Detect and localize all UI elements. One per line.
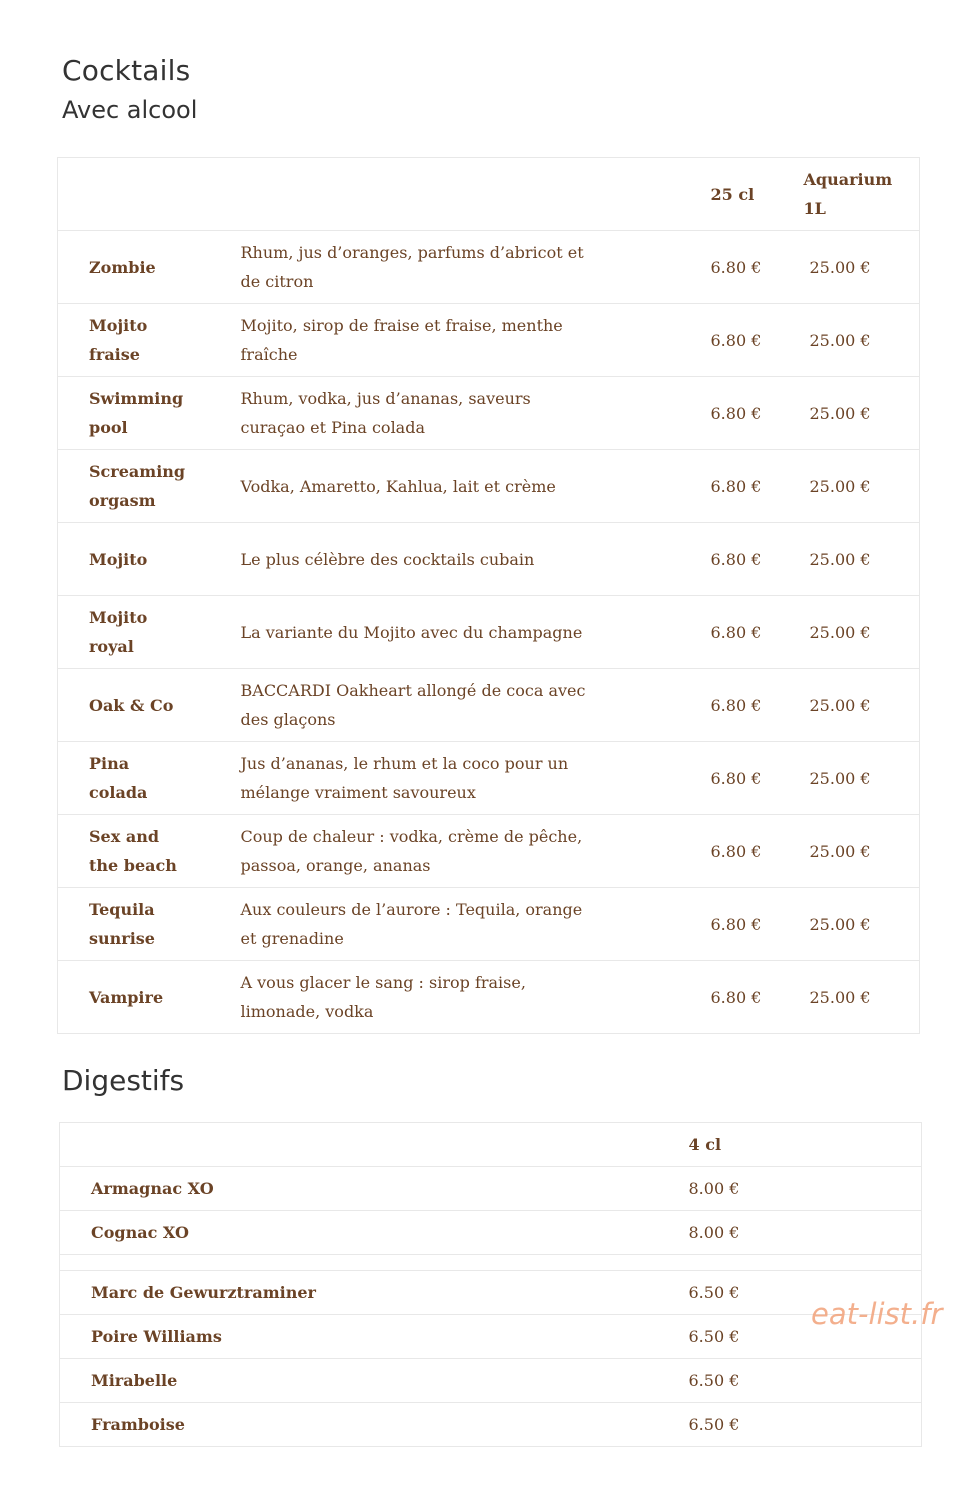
price-aquarium: 25.00 € bbox=[780, 596, 920, 669]
table-row bbox=[58, 450, 920, 523]
cocktail-description: Aux couleurs de l’aurore : Tequila, orange et grenadine bbox=[210, 888, 684, 961]
digestif-name: Mirabelle bbox=[60, 1359, 658, 1403]
price-25cl: 6.80 € bbox=[684, 815, 780, 888]
digestif-price: 6.50 € bbox=[658, 1359, 922, 1403]
digestif-price: 6.50 € bbox=[658, 1403, 922, 1447]
page-title: Cocktails bbox=[62, 54, 191, 87]
digestif-name: Poire Williams bbox=[60, 1315, 658, 1359]
table-row bbox=[58, 888, 920, 961]
digestif-name: Marc de Gewurztraminer bbox=[60, 1271, 658, 1315]
watermark-logo: eat-list.fr bbox=[811, 1297, 943, 1331]
price-aquarium: 25.00 € bbox=[780, 304, 920, 377]
digestifs-table bbox=[59, 1122, 922, 1447]
digestif-price: 8.00 € bbox=[658, 1211, 922, 1255]
digestif-price: 8.00 € bbox=[658, 1167, 922, 1211]
column-header-25cl: 25 cl bbox=[684, 158, 780, 231]
cocktail-description: Le plus célèbre des cocktails cubain bbox=[210, 523, 684, 596]
price-25cl: 6.80 € bbox=[684, 888, 780, 961]
cocktail-description: BACCARDI Oakheart allongé de coca avec des glaçons bbox=[210, 669, 684, 742]
table-row bbox=[58, 231, 920, 304]
cocktail-description: Rhum, vodka, jus d’ananas, saveurs curaçao et Pina colada bbox=[210, 377, 684, 450]
table-row bbox=[58, 377, 920, 450]
table-row bbox=[58, 669, 920, 742]
table-row bbox=[58, 596, 920, 669]
table-row bbox=[58, 815, 920, 888]
price-aquarium: 25.00 € bbox=[780, 377, 920, 450]
price-aquarium: 25.00 € bbox=[780, 523, 920, 596]
column-header-aquarium: Aquarium 1L bbox=[780, 158, 920, 231]
table-row bbox=[58, 523, 920, 596]
cocktails-table bbox=[57, 157, 920, 1034]
cocktail-description: Mojito, sirop de fraise et fraise, menthe fraîche bbox=[210, 304, 684, 377]
price-aquarium: 25.00 € bbox=[780, 815, 920, 888]
price-25cl: 6.80 € bbox=[684, 742, 780, 815]
digestif-price: 6.50 € bbox=[658, 1315, 922, 1359]
cocktail-description: Rhum, jus d’oranges, parfums d’abricot et de citron bbox=[210, 231, 684, 304]
price-aquarium: 25.00 € bbox=[780, 450, 920, 523]
table-header-row bbox=[60, 1123, 922, 1167]
table-row bbox=[60, 1315, 922, 1359]
cocktail-name: Zombie bbox=[58, 231, 210, 304]
cocktail-description: A vous glacer le sang : sirop fraise, limonade, vodka bbox=[210, 961, 684, 1034]
table-row bbox=[58, 961, 920, 1034]
price-25cl: 6.80 € bbox=[684, 523, 780, 596]
digestifs-title: Digestifs bbox=[62, 1064, 185, 1097]
cocktail-name: Screaming orgasm bbox=[58, 450, 210, 523]
price-25cl: 6.80 € bbox=[684, 596, 780, 669]
table-row bbox=[60, 1211, 922, 1255]
digestif-name: Framboise bbox=[60, 1403, 658, 1447]
price-aquarium: 25.00 € bbox=[780, 888, 920, 961]
cocktail-name: Oak & Co bbox=[58, 669, 210, 742]
cocktail-description: Vodka, Amaretto, Kahlua, lait et crème bbox=[210, 450, 684, 523]
digestif-price: 6.50 € bbox=[658, 1271, 922, 1315]
cocktail-description: La variante du Mojito avec du champagne bbox=[210, 596, 684, 669]
cocktail-description: Jus d’ananas, le rhum et la coco pour un mélange vraiment savoureux bbox=[210, 742, 684, 815]
column-header-4cl: 4 cl bbox=[658, 1123, 922, 1167]
cocktail-name: Mojito royal bbox=[58, 596, 210, 669]
cocktail-name: Swimming pool bbox=[58, 377, 210, 450]
cocktail-name: Mojito bbox=[58, 523, 210, 596]
price-25cl: 6.80 € bbox=[684, 377, 780, 450]
price-25cl: 6.80 € bbox=[684, 669, 780, 742]
cocktail-name: Pina colada bbox=[58, 742, 210, 815]
cocktail-name: Mojito fraise bbox=[58, 304, 210, 377]
price-25cl: 6.80 € bbox=[684, 304, 780, 377]
price-aquarium: 25.00 € bbox=[780, 742, 920, 815]
table-row bbox=[60, 1403, 922, 1447]
price-aquarium: 25.00 € bbox=[780, 961, 920, 1034]
table-row bbox=[58, 742, 920, 815]
table-row bbox=[60, 1359, 922, 1403]
table-spacer-row bbox=[60, 1255, 922, 1271]
price-aquarium: 25.00 € bbox=[780, 231, 920, 304]
cocktail-name: Sex and the beach bbox=[58, 815, 210, 888]
digestif-name: Armagnac XO bbox=[60, 1167, 658, 1211]
price-25cl: 6.80 € bbox=[684, 450, 780, 523]
price-25cl: 6.80 € bbox=[684, 231, 780, 304]
cocktail-description: Coup de chaleur : vodka, crème de pêche, passoa, orange, ananas bbox=[210, 815, 684, 888]
price-25cl: 6.80 € bbox=[684, 961, 780, 1034]
price-aquarium: 25.00 € bbox=[780, 669, 920, 742]
table-header-row bbox=[58, 158, 920, 231]
cocktail-name: Tequila sunrise bbox=[58, 888, 210, 961]
digestif-name: Cognac XO bbox=[60, 1211, 658, 1255]
section-subtitle: Avec alcool bbox=[62, 96, 198, 124]
table-row bbox=[58, 304, 920, 377]
table-row bbox=[60, 1271, 922, 1315]
cocktail-name: Vampire bbox=[58, 961, 210, 1034]
table-row bbox=[60, 1167, 922, 1211]
